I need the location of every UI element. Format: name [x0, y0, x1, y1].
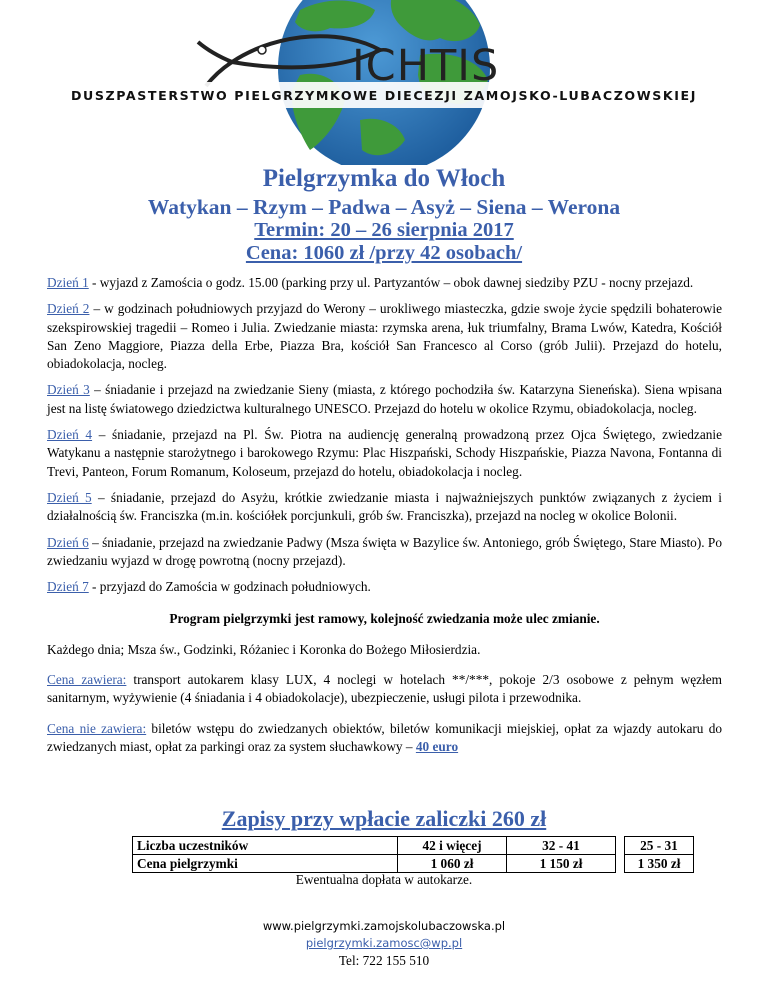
- table-cell: 1 060 zł: [398, 855, 507, 873]
- day-label: Dzień 2: [47, 301, 90, 317]
- includes-text: transport autokarem klasy LUX, 4 noclegi w hotelach **/***, pokoje 2/3 osobowe z pełnym węzłem sanitarnym, wyżywienie (4 śniadania i 4 obiadokolacje), ubezpieczenie, usługi pilota i przewodnika.: [47, 672, 722, 706]
- day-paragraph: [47, 381, 722, 418]
- day-paragraph: [47, 489, 722, 526]
- table-cell: 42 i więcej: [398, 837, 507, 855]
- day-label: Dzień 1: [47, 275, 89, 290]
- table-cell: 32 - 41: [507, 837, 616, 855]
- table-cell: 1 350 zł: [625, 855, 694, 873]
- table-row: [133, 837, 694, 855]
- includes-label: Cena zawiera:: [47, 672, 127, 688]
- day-text: - wyjazd z Zamościa o godz. 15.00 (parking przy ul. Partyzantów – obok dawnej siedziby PZU - nocny przejazd.: [88, 275, 694, 290]
- day-text: – śniadanie, przejazd na Pl. Św. Piotra na audiencję generalną prowadzoną przez Ojca Świętego, zwiedzanie Watykanu a następnie starożytnego i barokowego Rzymu: Plac Hiszpański, Schody Hiszpańskie, Piazza Navona, Fontanna di Trevi, Panteon, Forum Romanum, Koloseum, przejazd do hotelu, obiadokolacja i nocleg.: [47, 427, 722, 479]
- route-subtitle: Watykan – Rzym – Padwa – Asyż – Siena – Werona: [147, 195, 621, 219]
- table-cell: 1 150 zł: [507, 855, 616, 873]
- price-heading: Cena: 1060 zł /przy 42 osobach/: [245, 242, 523, 264]
- day-label: Dzień 7: [47, 579, 89, 595]
- day-text: – śniadanie, przejazd na zwiedzanie Padwy (Msza święta w Bazylice św. Antoniego, grób Świętego, Stare Miasto). Po zwiedzaniu wyjazd w drogę powrotną (nocny przejazd).: [47, 534, 722, 568]
- header-logo: [0, 0, 768, 165]
- table-gap: [616, 837, 625, 855]
- excludes-paragraph: [47, 720, 722, 757]
- table-cell: 25 - 31: [625, 837, 694, 855]
- table-gap: [616, 855, 625, 873]
- day-text: – w godzinach południowych przyjazd do Werony – urokliwego miasteczka, gdzie swoje życie spędzili bohaterowie szekspirowskiej tragedii – Romeo i Julia. Zwiedzanie miasta: rzymska arena, łuk triumfalny, Brama Lwów, Katedra, Kościół San Zeno Maggiore, Piazza della Erbe, Piazza Bra, kościół San Francesco al Corso (grób Julii). Przejazd do hotelu, obiadokolacja, nocleg.: [47, 301, 722, 372]
- email-link[interactable]: pielgrzymki.zamosc@wp.pl: [305, 936, 463, 950]
- price-table: [132, 836, 694, 873]
- day-paragraph: [47, 534, 722, 571]
- day-paragraph: [47, 300, 722, 373]
- day-paragraph: [47, 274, 722, 292]
- itinerary: [47, 274, 722, 764]
- day-paragraph: [47, 578, 722, 596]
- day-label: Dzień 6: [47, 534, 89, 550]
- logo-text: ICHTIS: [352, 41, 500, 91]
- excludes-text: biletów wstępu do zwiedzanych obiektów, biletów komunikacji miejskiej, opłat za wjazdy autokaru do zwiedzanych miast, opłat za parkingi oraz za system słuchawkowy –: [47, 720, 722, 754]
- day-text: – śniadanie, przejazd do Asyżu, krótkie zwiedzanie miasta i najważniejszych punktów związanych z życiem i działalnością św. Franciszka (m.in. kościółek porcjunkuli, grób św. Franciszka), przejazd na nocleg w okolice Bolonii.: [47, 489, 722, 524]
- table-cell: Liczba uczestników: [133, 837, 398, 855]
- footer: [0, 918, 768, 969]
- page-title: Pielgrzymka do Włoch: [262, 165, 506, 192]
- day-text: – śniadanie i przejazd na zwiedzanie Sieny (miasta, z którego pochodziła św. Katarzyna Sieneńska). Siena wpisana jest na listę światowego dziedzictwa kulturalnego UNESCO. Przejazd do hotelu w okolice Rzymu, obiadokolacja, nocleg.: [47, 382, 722, 416]
- program-note: Program pielgrzymki jest ramowy, kolejność zwiedzania może ulec zmianie.: [169, 611, 600, 627]
- day-label: Dzień 5: [47, 489, 92, 505]
- signup-heading: Zapisy przy wpłacie zaliczki 260 zł: [221, 806, 547, 831]
- extra-note: Ewentualna dopłata w autokarze.: [295, 872, 473, 887]
- phone-number: Tel: 722 155 510: [338, 953, 430, 968]
- day-label: Dzień 4: [47, 427, 93, 443]
- day-paragraph: [47, 426, 722, 481]
- term-heading: Termin: 20 – 26 sierpnia 2017: [254, 219, 514, 241]
- daily-note: Każdego dnia; Msza św., Godzinki, Różaniec i Koronka do Bożego Miłosierdzia.: [47, 641, 481, 657]
- day-text: - przyjazd do Zamościa w godzinach południowych.: [88, 579, 371, 595]
- table-row: [133, 855, 694, 873]
- excludes-price: 40 euro: [415, 738, 459, 754]
- day-label: Dzień 3: [47, 382, 90, 398]
- website-link[interactable]: www.pielgrzymki.zamojskolubaczowska.pl: [262, 919, 506, 933]
- includes-paragraph: [47, 671, 722, 708]
- organization-name: DUSZPASTERSTWO PIELGRZYMKOWE DIECEZJI ZAMOJSKO-LUBACZOWSKIEJ: [70, 88, 698, 103]
- excludes-label: Cena nie zawiera:: [47, 720, 147, 736]
- table-cell: Cena pielgrzymki: [133, 855, 398, 873]
